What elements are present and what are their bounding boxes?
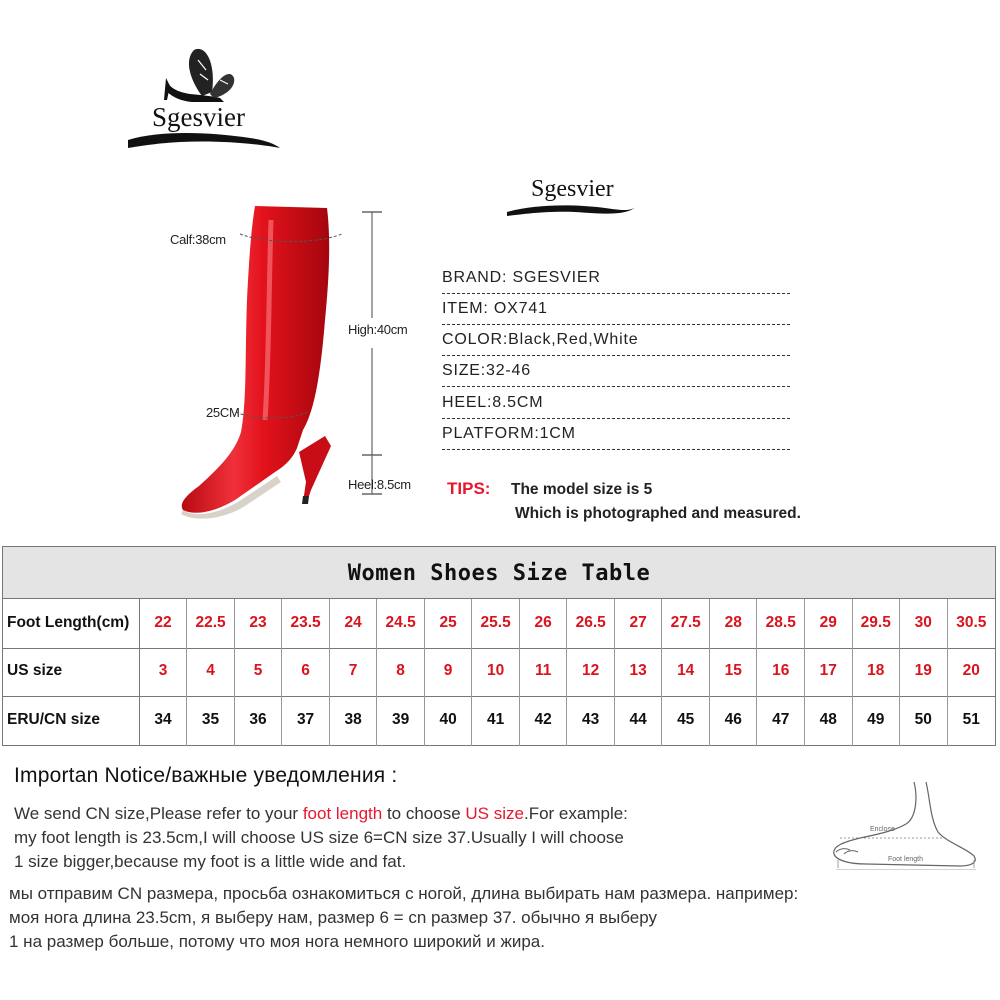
table-cell: 37 [282, 696, 330, 746]
spec-platform: PLATFORM:1CM [442, 423, 790, 450]
spec-brand: BRAND: SGESVIER [442, 267, 790, 294]
row-header: ERU/CN size [3, 696, 140, 746]
table-cell: 34 [140, 696, 188, 746]
table-cell: 14 [662, 647, 710, 696]
notice-ru-line-2: моя нога длина 23.5cm, я выберу нам, размер 6 = cn размер 37. обычно я выберу [9, 908, 657, 927]
table-cell: 25.5 [472, 599, 520, 648]
row-header: US size [3, 647, 140, 696]
notice-en-line-1 [14, 804, 628, 824]
table-cell: 17 [805, 647, 853, 696]
table-cell: 46 [710, 696, 758, 746]
table-cell: 5 [235, 647, 283, 696]
table-cell: 6 [282, 647, 330, 696]
table-cell: 19 [900, 647, 948, 696]
table-cell: 4 [187, 647, 235, 696]
table-cell: 7 [330, 647, 378, 696]
table-cell: 26 [520, 599, 568, 648]
table-cell: 42 [520, 696, 568, 746]
notice-ru-line-1: мы отправим CN размера, просьба ознакомиться с ногой, длина выбирать нам размера. например: [9, 884, 799, 903]
spec-item: ITEM: OX741 [442, 298, 790, 325]
highlight-foot-length: foot length [302, 804, 383, 823]
table-cell: 20 [962, 662, 980, 679]
ankle-label: 25CM [206, 405, 240, 420]
table-cell: 51 [962, 711, 980, 728]
table-cell: 49 [853, 696, 901, 746]
table-cell: 40 [425, 696, 473, 746]
table-cell: 3 [140, 647, 188, 696]
brand-logo-small [505, 170, 640, 220]
table-cell: 12 [567, 647, 615, 696]
calf-label: Calf:38cm [170, 232, 226, 247]
height-label: High:40cm [348, 322, 408, 337]
butterfly-high-heel-icon [120, 40, 290, 160]
table-row-eu-cn-size [3, 696, 995, 746]
table-cell: 30 [900, 599, 948, 648]
spec-color: COLOR:Black,Red,White [442, 329, 790, 356]
table-row-foot-length [3, 599, 995, 649]
table-cell: 16 [757, 647, 805, 696]
notice-en-line-2: my foot length is 23.5cm,I will choose US size 6=CN size 37.Usually I will choose [14, 828, 624, 847]
table-cell: 23.5 [282, 599, 330, 648]
table-cell: 9 [425, 647, 473, 696]
enclose-label: Enclose [870, 826, 895, 833]
table-cell: 27 [615, 599, 663, 648]
table-cell: 28 [710, 599, 758, 648]
notice-text: .For example: [523, 804, 628, 823]
brand-logo [120, 40, 290, 160]
foot-length-label: Foot length [888, 856, 924, 863]
table-row-us-size [3, 647, 995, 697]
table-cell: 39 [377, 696, 425, 746]
table-cell: 26.5 [567, 599, 615, 648]
table-cell: 25 [425, 599, 473, 648]
brand-logo-text: Sgesvier [152, 102, 245, 132]
table-cell: 29.5 [853, 599, 901, 648]
notice-text: to choose [382, 804, 466, 823]
size-table [2, 546, 996, 746]
tips-line-1: The model size is 5 [511, 481, 653, 498]
notice-en-line-3: 1 size bigger,because my foot is a little wide and fat. [14, 852, 407, 871]
table-cell: 22.5 [187, 599, 235, 648]
table-cell: 43 [567, 696, 615, 746]
calf-measure-line [236, 222, 346, 252]
table-cell: 45 [662, 696, 710, 746]
table-cell: 15 [710, 647, 758, 696]
table-cell: 50 [900, 696, 948, 746]
highlight-us-size: US size [465, 804, 524, 823]
table-cell: 41 [472, 696, 520, 746]
table-cell: 23 [235, 599, 283, 648]
table-cell: 8 [377, 647, 425, 696]
table-cell: 13 [615, 647, 663, 696]
table-cell: 10 [472, 647, 520, 696]
table-cell: 35 [187, 696, 235, 746]
table-cell: 48 [805, 696, 853, 746]
spec-heel: HEEL:8.5CM [442, 392, 790, 419]
size-table-title: Women Shoes Size Table [3, 547, 995, 599]
notice-text: We send CN size,Please refer to your [14, 804, 303, 823]
table-cell: 38 [330, 696, 378, 746]
row-header: Foot Length(cm) [3, 599, 140, 648]
table-cell: 44 [615, 696, 663, 746]
brand-logo-small-text: Sgesvier [531, 176, 614, 202]
spec-size: SIZE:32-46 [442, 360, 790, 387]
table-cell: 29 [805, 599, 853, 648]
table-cell: 30.5 [956, 614, 987, 631]
notice-title: Importan Notice/важные уведомления : [14, 764, 398, 787]
heel-label: Heel:8.5cm [348, 477, 411, 492]
table-cell: 24.5 [377, 599, 425, 648]
table-cell: 18 [853, 647, 901, 696]
table-cell: 11 [520, 647, 568, 696]
notice-ru-line-3: 1 на размер больше, потому что моя нога немного широкий и жира. [9, 932, 545, 951]
foot-diagram [826, 778, 986, 870]
table-cell: 47 [757, 696, 805, 746]
height-ruler [356, 208, 396, 508]
tips-line-2: Which is photographed and measured. [515, 505, 801, 522]
tips-label: TIPS: [447, 479, 491, 498]
ankle-measure-line [232, 404, 312, 424]
table-cell: 27.5 [662, 599, 710, 648]
table-cell: 28.5 [757, 599, 805, 648]
table-cell: 24 [330, 599, 378, 648]
table-cell: 36 [235, 696, 283, 746]
table-cell: 22 [140, 599, 188, 648]
